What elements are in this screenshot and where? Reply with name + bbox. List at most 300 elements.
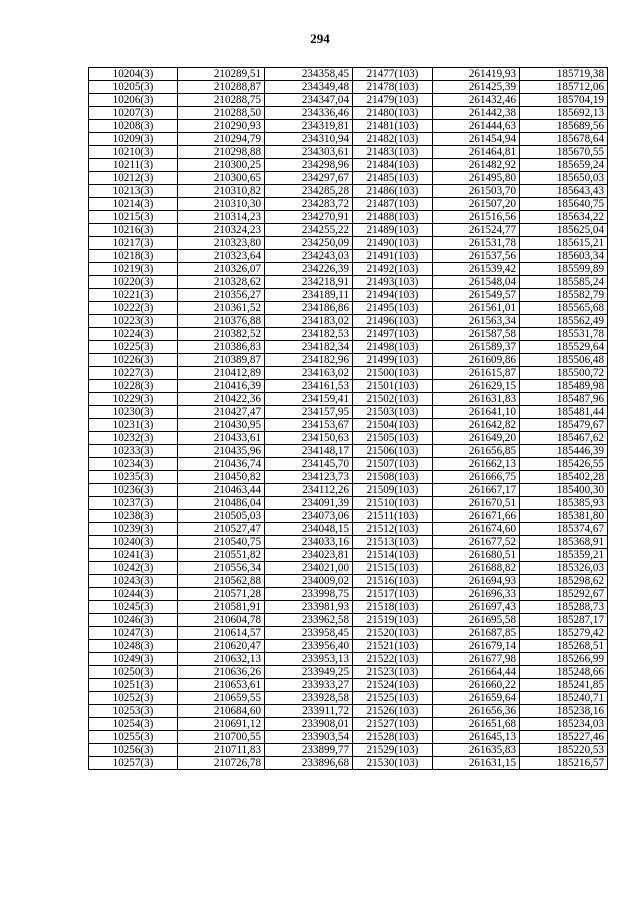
table-row: [89, 471, 608, 484]
y-coordinate-cell: 185402,28: [520, 471, 608, 484]
y-coordinate-cell: 185531,78: [520, 328, 608, 341]
x-coordinate-cell: 210290,93: [178, 120, 265, 133]
y-coordinate-cell: 233956,40: [265, 640, 353, 653]
point-id-cell: 21490(103): [353, 237, 433, 250]
table-row: [89, 432, 608, 445]
point-id-cell: 21496(103): [353, 315, 433, 328]
x-coordinate-cell: 210505,03: [178, 510, 265, 523]
page-number: 294: [310, 31, 330, 46]
y-coordinate-cell: 185241,85: [520, 679, 608, 692]
y-coordinate-cell: 185374,67: [520, 523, 608, 536]
x-coordinate-cell: 261589,37: [433, 341, 520, 354]
x-coordinate-cell: 261425,39: [433, 81, 520, 94]
x-coordinate-cell: 261631,83: [433, 393, 520, 406]
x-coordinate-cell: 261677,98: [433, 653, 520, 666]
x-coordinate-cell: 261677,52: [433, 536, 520, 549]
point-id-cell: 21488(103): [353, 211, 433, 224]
y-coordinate-cell: 185481,44: [520, 406, 608, 419]
table-row: [89, 744, 608, 757]
y-coordinate-cell: 185368,91: [520, 536, 608, 549]
x-coordinate-cell: 261503,70: [433, 185, 520, 198]
point-id-cell: 10226(3): [89, 354, 178, 367]
table-row: [89, 250, 608, 263]
table-row: [89, 718, 608, 731]
x-coordinate-cell: 210430,95: [178, 419, 265, 432]
point-id-cell: 21502(103): [353, 393, 433, 406]
point-id-cell: 10222(3): [89, 302, 178, 315]
point-id-cell: 21501(103): [353, 380, 433, 393]
table-row: [89, 510, 608, 523]
y-coordinate-cell: 185234,03: [520, 718, 608, 731]
point-id-cell: 10208(3): [89, 120, 178, 133]
y-coordinate-cell: 185268,51: [520, 640, 608, 653]
y-coordinate-cell: 185240,71: [520, 692, 608, 705]
x-coordinate-cell: 261645,13: [433, 731, 520, 744]
x-coordinate-cell: 210288,50: [178, 107, 265, 120]
point-id-cell: 10220(3): [89, 276, 178, 289]
point-id-cell: 10251(3): [89, 679, 178, 692]
table-row: [89, 562, 608, 575]
point-id-cell: 10237(3): [89, 497, 178, 510]
y-coordinate-cell: 185279,42: [520, 627, 608, 640]
x-coordinate-cell: 210289,51: [178, 68, 265, 81]
table-row: [89, 601, 608, 614]
x-coordinate-cell: 210711,83: [178, 744, 265, 757]
y-coordinate-cell: 185659,24: [520, 159, 608, 172]
x-coordinate-cell: 210620,47: [178, 640, 265, 653]
y-coordinate-cell: 185634,22: [520, 211, 608, 224]
x-coordinate-cell: 210436,74: [178, 458, 265, 471]
x-coordinate-cell: 261482,92: [433, 159, 520, 172]
y-coordinate-cell: 185719,38: [520, 68, 608, 81]
table-row: [89, 705, 608, 718]
point-id-cell: 21511(103): [353, 510, 433, 523]
y-coordinate-cell: 234310,94: [265, 133, 353, 146]
table-row: [89, 445, 608, 458]
point-id-cell: 21487(103): [353, 198, 433, 211]
x-coordinate-cell: 210614,57: [178, 627, 265, 640]
point-id-cell: 10227(3): [89, 367, 178, 380]
table-row: [89, 172, 608, 185]
point-id-cell: 10253(3): [89, 705, 178, 718]
y-coordinate-cell: 185359,21: [520, 549, 608, 562]
x-coordinate-cell: 210486,04: [178, 497, 265, 510]
x-coordinate-cell: 261656,85: [433, 445, 520, 458]
point-id-cell: 21530(103): [353, 757, 433, 770]
y-coordinate-cell: 185479,67: [520, 419, 608, 432]
y-coordinate-cell: 234123,73: [265, 471, 353, 484]
table-row: [89, 237, 608, 250]
point-id-cell: 21494(103): [353, 289, 433, 302]
point-id-cell: 10212(3): [89, 172, 178, 185]
point-id-cell: 21523(103): [353, 666, 433, 679]
y-coordinate-cell: 234347,04: [265, 94, 353, 107]
point-id-cell: 21519(103): [353, 614, 433, 627]
point-id-cell: 10215(3): [89, 211, 178, 224]
point-id-cell: 10255(3): [89, 731, 178, 744]
x-coordinate-cell: 261666,75: [433, 471, 520, 484]
table-row: [89, 302, 608, 315]
point-id-cell: 21525(103): [353, 692, 433, 705]
x-coordinate-cell: 261674,60: [433, 523, 520, 536]
y-coordinate-cell: 234157,95: [265, 406, 353, 419]
x-coordinate-cell: 261442,38: [433, 107, 520, 120]
y-coordinate-cell: 233896,68: [265, 757, 353, 770]
table-row: [89, 341, 608, 354]
point-id-cell: 21524(103): [353, 679, 433, 692]
point-id-cell: 21504(103): [353, 419, 433, 432]
point-id-cell: 21527(103): [353, 718, 433, 731]
y-coordinate-cell: 185692,13: [520, 107, 608, 120]
y-coordinate-cell: 185678,64: [520, 133, 608, 146]
y-coordinate-cell: 185292,67: [520, 588, 608, 601]
y-coordinate-cell: 185381,80: [520, 510, 608, 523]
x-coordinate-cell: 210323,80: [178, 237, 265, 250]
point-id-cell: 10256(3): [89, 744, 178, 757]
x-coordinate-cell: 210386,83: [178, 341, 265, 354]
table-row: [89, 523, 608, 536]
y-coordinate-cell: 233933,27: [265, 679, 353, 692]
y-coordinate-cell: 234073,06: [265, 510, 353, 523]
x-coordinate-cell: 261464,81: [433, 146, 520, 159]
x-coordinate-cell: 261656,36: [433, 705, 520, 718]
y-coordinate-cell: 234243,03: [265, 250, 353, 263]
x-coordinate-cell: 210376,88: [178, 315, 265, 328]
x-coordinate-cell: 210310,82: [178, 185, 265, 198]
point-id-cell: 10217(3): [89, 237, 178, 250]
y-coordinate-cell: 185585,24: [520, 276, 608, 289]
table-row: [89, 159, 608, 172]
y-coordinate-cell: 185615,21: [520, 237, 608, 250]
table-row: [89, 484, 608, 497]
y-coordinate-cell: 234182,34: [265, 341, 353, 354]
point-id-cell: 10249(3): [89, 653, 178, 666]
point-id-cell: 21481(103): [353, 120, 433, 133]
y-coordinate-cell: 185426,55: [520, 458, 608, 471]
y-coordinate-cell: 185670,55: [520, 146, 608, 159]
y-coordinate-cell: 233908,01: [265, 718, 353, 731]
point-id-cell: 10205(3): [89, 81, 178, 94]
point-id-cell: 10242(3): [89, 562, 178, 575]
x-coordinate-cell: 261495,80: [433, 172, 520, 185]
y-coordinate-cell: 185640,75: [520, 198, 608, 211]
x-coordinate-cell: 210435,96: [178, 445, 265, 458]
x-coordinate-cell: 210540,75: [178, 536, 265, 549]
point-id-cell: 21509(103): [353, 484, 433, 497]
point-id-cell: 10228(3): [89, 380, 178, 393]
point-id-cell: 21493(103): [353, 276, 433, 289]
x-coordinate-cell: 210427,47: [178, 406, 265, 419]
point-id-cell: 21521(103): [353, 640, 433, 653]
y-coordinate-cell: 185500,72: [520, 367, 608, 380]
point-id-cell: 10250(3): [89, 666, 178, 679]
table-row: [89, 406, 608, 419]
x-coordinate-cell: 210691,12: [178, 718, 265, 731]
point-id-cell: 21507(103): [353, 458, 433, 471]
y-coordinate-cell: 234319,81: [265, 120, 353, 133]
point-id-cell: 21506(103): [353, 445, 433, 458]
x-coordinate-cell: 261660,22: [433, 679, 520, 692]
x-coordinate-cell: 210314,23: [178, 211, 265, 224]
x-coordinate-cell: 261687,85: [433, 627, 520, 640]
point-id-cell: 10238(3): [89, 510, 178, 523]
x-coordinate-cell: 261561,01: [433, 302, 520, 315]
y-coordinate-cell: 234183,02: [265, 315, 353, 328]
y-coordinate-cell: 234285,28: [265, 185, 353, 198]
x-coordinate-cell: 210361,52: [178, 302, 265, 315]
point-id-cell: 10233(3): [89, 445, 178, 458]
y-coordinate-cell: 234091,39: [265, 497, 353, 510]
y-coordinate-cell: 234153,67: [265, 419, 353, 432]
table-row: [89, 120, 608, 133]
y-coordinate-cell: 234297,67: [265, 172, 353, 185]
x-coordinate-cell: 210310,30: [178, 198, 265, 211]
y-coordinate-cell: 185712,06: [520, 81, 608, 94]
x-coordinate-cell: 261697,43: [433, 601, 520, 614]
y-coordinate-cell: 185565,68: [520, 302, 608, 315]
x-coordinate-cell: 210581,91: [178, 601, 265, 614]
point-id-cell: 10236(3): [89, 484, 178, 497]
y-coordinate-cell: 185529,64: [520, 341, 608, 354]
x-coordinate-cell: 261695,58: [433, 614, 520, 627]
y-coordinate-cell: 185220,53: [520, 744, 608, 757]
y-coordinate-cell: 185238,16: [520, 705, 608, 718]
point-id-cell: 21486(103): [353, 185, 433, 198]
table-row: [89, 536, 608, 549]
point-id-cell: 21513(103): [353, 536, 433, 549]
table-row: [89, 666, 608, 679]
y-coordinate-cell: 185326,03: [520, 562, 608, 575]
x-coordinate-cell: 261537,56: [433, 250, 520, 263]
x-coordinate-cell: 210294,79: [178, 133, 265, 146]
point-id-cell: 21514(103): [353, 549, 433, 562]
point-id-cell: 10213(3): [89, 185, 178, 198]
y-coordinate-cell: 234255,22: [265, 224, 353, 237]
y-coordinate-cell: 185467,62: [520, 432, 608, 445]
y-coordinate-cell: 234298,96: [265, 159, 353, 172]
point-id-cell: 21512(103): [353, 523, 433, 536]
table-row: [89, 133, 608, 146]
x-coordinate-cell: 261667,17: [433, 484, 520, 497]
x-coordinate-cell: 261549,57: [433, 289, 520, 302]
x-coordinate-cell: 261419,93: [433, 68, 520, 81]
point-id-cell: 10241(3): [89, 549, 178, 562]
point-id-cell: 10248(3): [89, 640, 178, 653]
y-coordinate-cell: 185562,49: [520, 315, 608, 328]
point-id-cell: 21498(103): [353, 341, 433, 354]
x-coordinate-cell: 261662,13: [433, 458, 520, 471]
point-id-cell: 10239(3): [89, 523, 178, 536]
x-coordinate-cell: 261548,04: [433, 276, 520, 289]
y-coordinate-cell: 233998,75: [265, 588, 353, 601]
x-coordinate-cell: 261651,68: [433, 718, 520, 731]
point-id-cell: 21489(103): [353, 224, 433, 237]
point-id-cell: 21483(103): [353, 146, 433, 159]
point-id-cell: 21520(103): [353, 627, 433, 640]
x-coordinate-cell: 210636,26: [178, 666, 265, 679]
y-coordinate-cell: 234189,11: [265, 289, 353, 302]
point-id-cell: 21516(103): [353, 575, 433, 588]
x-coordinate-cell: 261615,87: [433, 367, 520, 380]
table-row: [89, 185, 608, 198]
point-id-cell: 10246(3): [89, 614, 178, 627]
y-coordinate-cell: 185287,17: [520, 614, 608, 627]
x-coordinate-cell: 210433,61: [178, 432, 265, 445]
point-id-cell: 10211(3): [89, 159, 178, 172]
table-row: [89, 588, 608, 601]
point-id-cell: 10223(3): [89, 315, 178, 328]
x-coordinate-cell: 210300,65: [178, 172, 265, 185]
point-id-cell: 21515(103): [353, 562, 433, 575]
x-coordinate-cell: 261671,66: [433, 510, 520, 523]
point-id-cell: 10225(3): [89, 341, 178, 354]
y-coordinate-cell: 233962,58: [265, 614, 353, 627]
point-id-cell: 21482(103): [353, 133, 433, 146]
y-coordinate-cell: 185489,98: [520, 380, 608, 393]
x-coordinate-cell: 261524,77: [433, 224, 520, 237]
table-row: [89, 419, 608, 432]
table-row: [89, 224, 608, 237]
x-coordinate-cell: 261664,44: [433, 666, 520, 679]
x-coordinate-cell: 261670,51: [433, 497, 520, 510]
x-coordinate-cell: 210726,78: [178, 757, 265, 770]
y-coordinate-cell: 185227,46: [520, 731, 608, 744]
x-coordinate-cell: 210700,55: [178, 731, 265, 744]
y-coordinate-cell: 185487,96: [520, 393, 608, 406]
x-coordinate-cell: 210412,89: [178, 367, 265, 380]
table-row: [89, 276, 608, 289]
x-coordinate-cell: 210298,88: [178, 146, 265, 159]
point-id-cell: 10254(3): [89, 718, 178, 731]
point-id-cell: 21484(103): [353, 159, 433, 172]
point-id-cell: 10235(3): [89, 471, 178, 484]
y-coordinate-cell: 234145,70: [265, 458, 353, 471]
y-coordinate-cell: 234270,91: [265, 211, 353, 224]
table-row: [89, 549, 608, 562]
y-coordinate-cell: 234283,72: [265, 198, 353, 211]
y-coordinate-cell: 234186,86: [265, 302, 353, 315]
x-coordinate-cell: 210653,61: [178, 679, 265, 692]
x-coordinate-cell: 210556,34: [178, 562, 265, 575]
x-coordinate-cell: 261539,42: [433, 263, 520, 276]
point-id-cell: 10207(3): [89, 107, 178, 120]
y-coordinate-cell: 185704,19: [520, 94, 608, 107]
point-id-cell: 10219(3): [89, 263, 178, 276]
x-coordinate-cell: 210382,52: [178, 328, 265, 341]
point-id-cell: 21497(103): [353, 328, 433, 341]
point-id-cell: 10224(3): [89, 328, 178, 341]
point-id-cell: 10230(3): [89, 406, 178, 419]
x-coordinate-cell: 261563,34: [433, 315, 520, 328]
table-row: [89, 211, 608, 224]
x-coordinate-cell: 210328,62: [178, 276, 265, 289]
point-id-cell: 10210(3): [89, 146, 178, 159]
y-coordinate-cell: 233903,54: [265, 731, 353, 744]
point-id-cell: 10240(3): [89, 536, 178, 549]
table-row: [89, 198, 608, 211]
point-id-cell: 10218(3): [89, 250, 178, 263]
y-coordinate-cell: 233981,93: [265, 601, 353, 614]
y-coordinate-cell: 185625,04: [520, 224, 608, 237]
point-id-cell: 21478(103): [353, 81, 433, 94]
y-coordinate-cell: 185288,73: [520, 601, 608, 614]
table-row: [89, 328, 608, 341]
x-coordinate-cell: 210659,55: [178, 692, 265, 705]
y-coordinate-cell: 185298,62: [520, 575, 608, 588]
point-id-cell: 21485(103): [353, 172, 433, 185]
point-id-cell: 10232(3): [89, 432, 178, 445]
y-coordinate-cell: 234218,91: [265, 276, 353, 289]
point-id-cell: 21499(103): [353, 354, 433, 367]
table-row: [89, 263, 608, 276]
y-coordinate-cell: 234358,45: [265, 68, 353, 81]
table-row: [89, 731, 608, 744]
table-row: [89, 81, 608, 94]
x-coordinate-cell: 210323,64: [178, 250, 265, 263]
point-id-cell: 21503(103): [353, 406, 433, 419]
point-id-cell: 21518(103): [353, 601, 433, 614]
x-coordinate-cell: 261688,82: [433, 562, 520, 575]
y-coordinate-cell: 185400,30: [520, 484, 608, 497]
table-row: [89, 627, 608, 640]
table-row: [89, 497, 608, 510]
point-id-cell: 10247(3): [89, 627, 178, 640]
point-id-cell: 21492(103): [353, 263, 433, 276]
point-id-cell: 21526(103): [353, 705, 433, 718]
y-coordinate-cell: 234150,63: [265, 432, 353, 445]
point-id-cell: 10209(3): [89, 133, 178, 146]
x-coordinate-cell: 210300,25: [178, 159, 265, 172]
y-coordinate-cell: 234112,26: [265, 484, 353, 497]
point-id-cell: 10245(3): [89, 601, 178, 614]
x-coordinate-cell: 210632,13: [178, 653, 265, 666]
x-coordinate-cell: 210527,47: [178, 523, 265, 536]
y-coordinate-cell: 234033,16: [265, 536, 353, 549]
table-row: [89, 289, 608, 302]
y-coordinate-cell: 233899,77: [265, 744, 353, 757]
table-row: [89, 679, 608, 692]
point-id-cell: 21529(103): [353, 744, 433, 757]
y-coordinate-cell: 233911,72: [265, 705, 353, 718]
y-coordinate-cell: 185446,39: [520, 445, 608, 458]
coordinates-table-body: [89, 68, 608, 770]
x-coordinate-cell: 261635,83: [433, 744, 520, 757]
x-coordinate-cell: 261680,51: [433, 549, 520, 562]
x-coordinate-cell: 261649,20: [433, 432, 520, 445]
x-coordinate-cell: 261642,82: [433, 419, 520, 432]
y-coordinate-cell: 185266,99: [520, 653, 608, 666]
x-coordinate-cell: 210450,82: [178, 471, 265, 484]
y-coordinate-cell: 234226,39: [265, 263, 353, 276]
x-coordinate-cell: 210604,78: [178, 614, 265, 627]
y-coordinate-cell: 234148,17: [265, 445, 353, 458]
table-row: [89, 757, 608, 770]
x-coordinate-cell: 210684,60: [178, 705, 265, 718]
x-coordinate-cell: 261659,64: [433, 692, 520, 705]
y-coordinate-cell: 234048,15: [265, 523, 353, 536]
table-row: [89, 94, 608, 107]
point-id-cell: 21522(103): [353, 653, 433, 666]
y-coordinate-cell: 185248,66: [520, 666, 608, 679]
y-coordinate-cell: 233953,13: [265, 653, 353, 666]
y-coordinate-cell: 234163,02: [265, 367, 353, 380]
x-coordinate-cell: 210288,75: [178, 94, 265, 107]
x-coordinate-cell: 261516,56: [433, 211, 520, 224]
table-row: [89, 68, 608, 81]
y-coordinate-cell: 234009,02: [265, 575, 353, 588]
point-id-cell: 10257(3): [89, 757, 178, 770]
x-coordinate-cell: 261694,93: [433, 575, 520, 588]
